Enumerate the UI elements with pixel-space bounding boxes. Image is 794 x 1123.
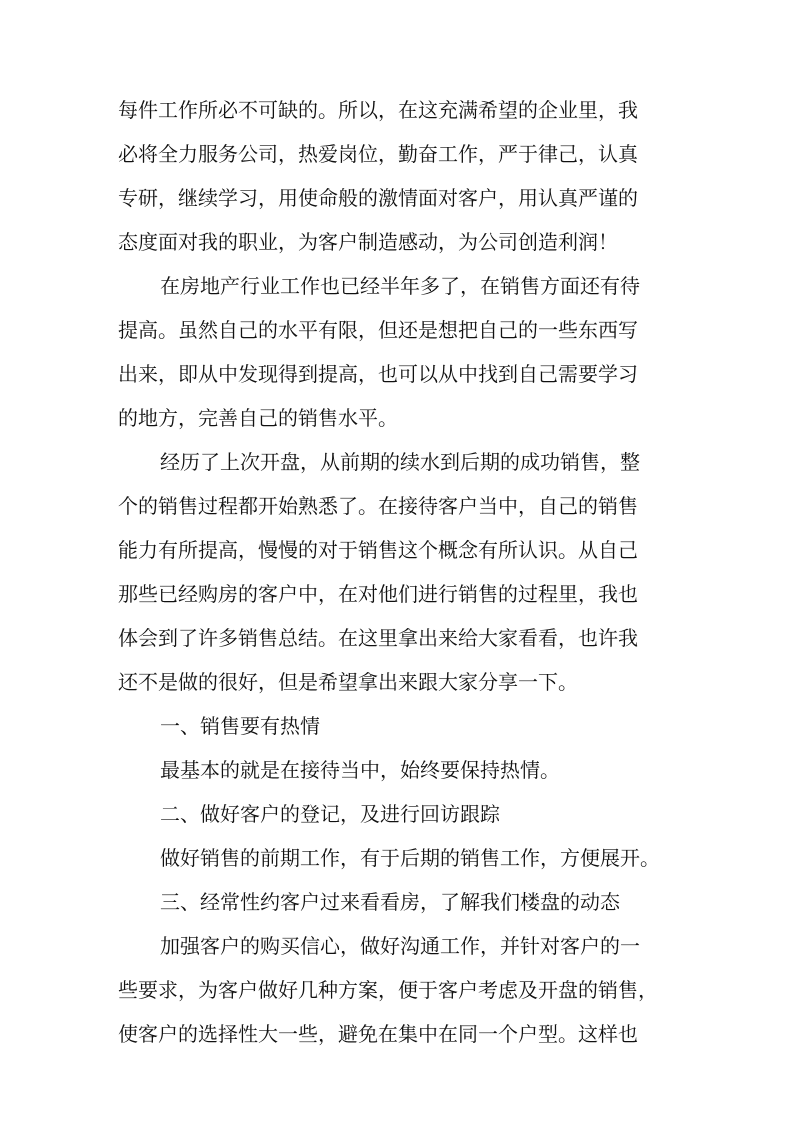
- text-line: 能力有所提高，慢慢的对于销售这个概念有所认识。从自己: [118, 538, 638, 562]
- section-heading-2: 二、做好客户的登记，及进行回访跟踪: [160, 802, 500, 826]
- text-line: 体会到了许多销售总结。在这里拿出来给大家看看，也许我: [118, 626, 638, 650]
- section-text-3-start: 加强客户的购买信心，做好沟通工作，并针对客户的一: [160, 934, 640, 958]
- paragraph-start: 经历了上次开盘，从前期的续水到后期的成功销售，整: [160, 450, 640, 474]
- section-text-2: 做好销售的前期工作，有于后期的销售工作，方便展开。: [160, 846, 660, 870]
- text-line: 必将全力服务公司，热爱岗位，勤奋工作，严于律己，认真: [118, 142, 638, 166]
- text-line: 提高。虽然自己的水平有限，但还是想把自己的一些东西写: [118, 318, 638, 342]
- text-line: 个的销售过程都开始熟悉了。在接待客户当中，自己的销售: [118, 494, 638, 518]
- text-line: 专研，继续学习，用使命般的激情面对客户，用认真严谨的: [118, 186, 638, 210]
- section-heading-1: 一、销售要有热情: [160, 714, 320, 738]
- text-line: 还不是做的很好，但是希望拿出来跟大家分享一下。: [118, 670, 578, 694]
- section-heading-3: 三、经常性约客户过来看看房，了解我们楼盘的动态: [160, 890, 620, 914]
- text-line: 态度面对我的职业，为客户制造感动，为公司创造利润！: [118, 230, 618, 254]
- document-body: [118, 88, 678, 1056]
- text-line: 的地方，完善自己的销售水平。: [118, 406, 398, 430]
- text-line: 出来，即从中发现得到提高，也可以从中找到自己需要学习: [118, 362, 638, 386]
- text-line: 使客户的选择性大一些，避免在集中在同一个户型。这样也: [118, 1022, 638, 1046]
- text-line: 些要求，为客户做好几种方案，便于客户考虑及开盘的销售，: [118, 978, 658, 1002]
- text-line: 每件工作所必不可缺的。所以，在这充满希望的企业里，我: [118, 98, 638, 122]
- section-text-1: 最基本的就是在接待当中，始终要保持热情。: [160, 758, 560, 782]
- paragraph-start: 在房地产行业工作也已经半年多了，在销售方面还有待: [160, 274, 640, 298]
- text-line: 那些已经购房的客户中，在对他们进行销售的过程里，我也: [118, 582, 638, 606]
